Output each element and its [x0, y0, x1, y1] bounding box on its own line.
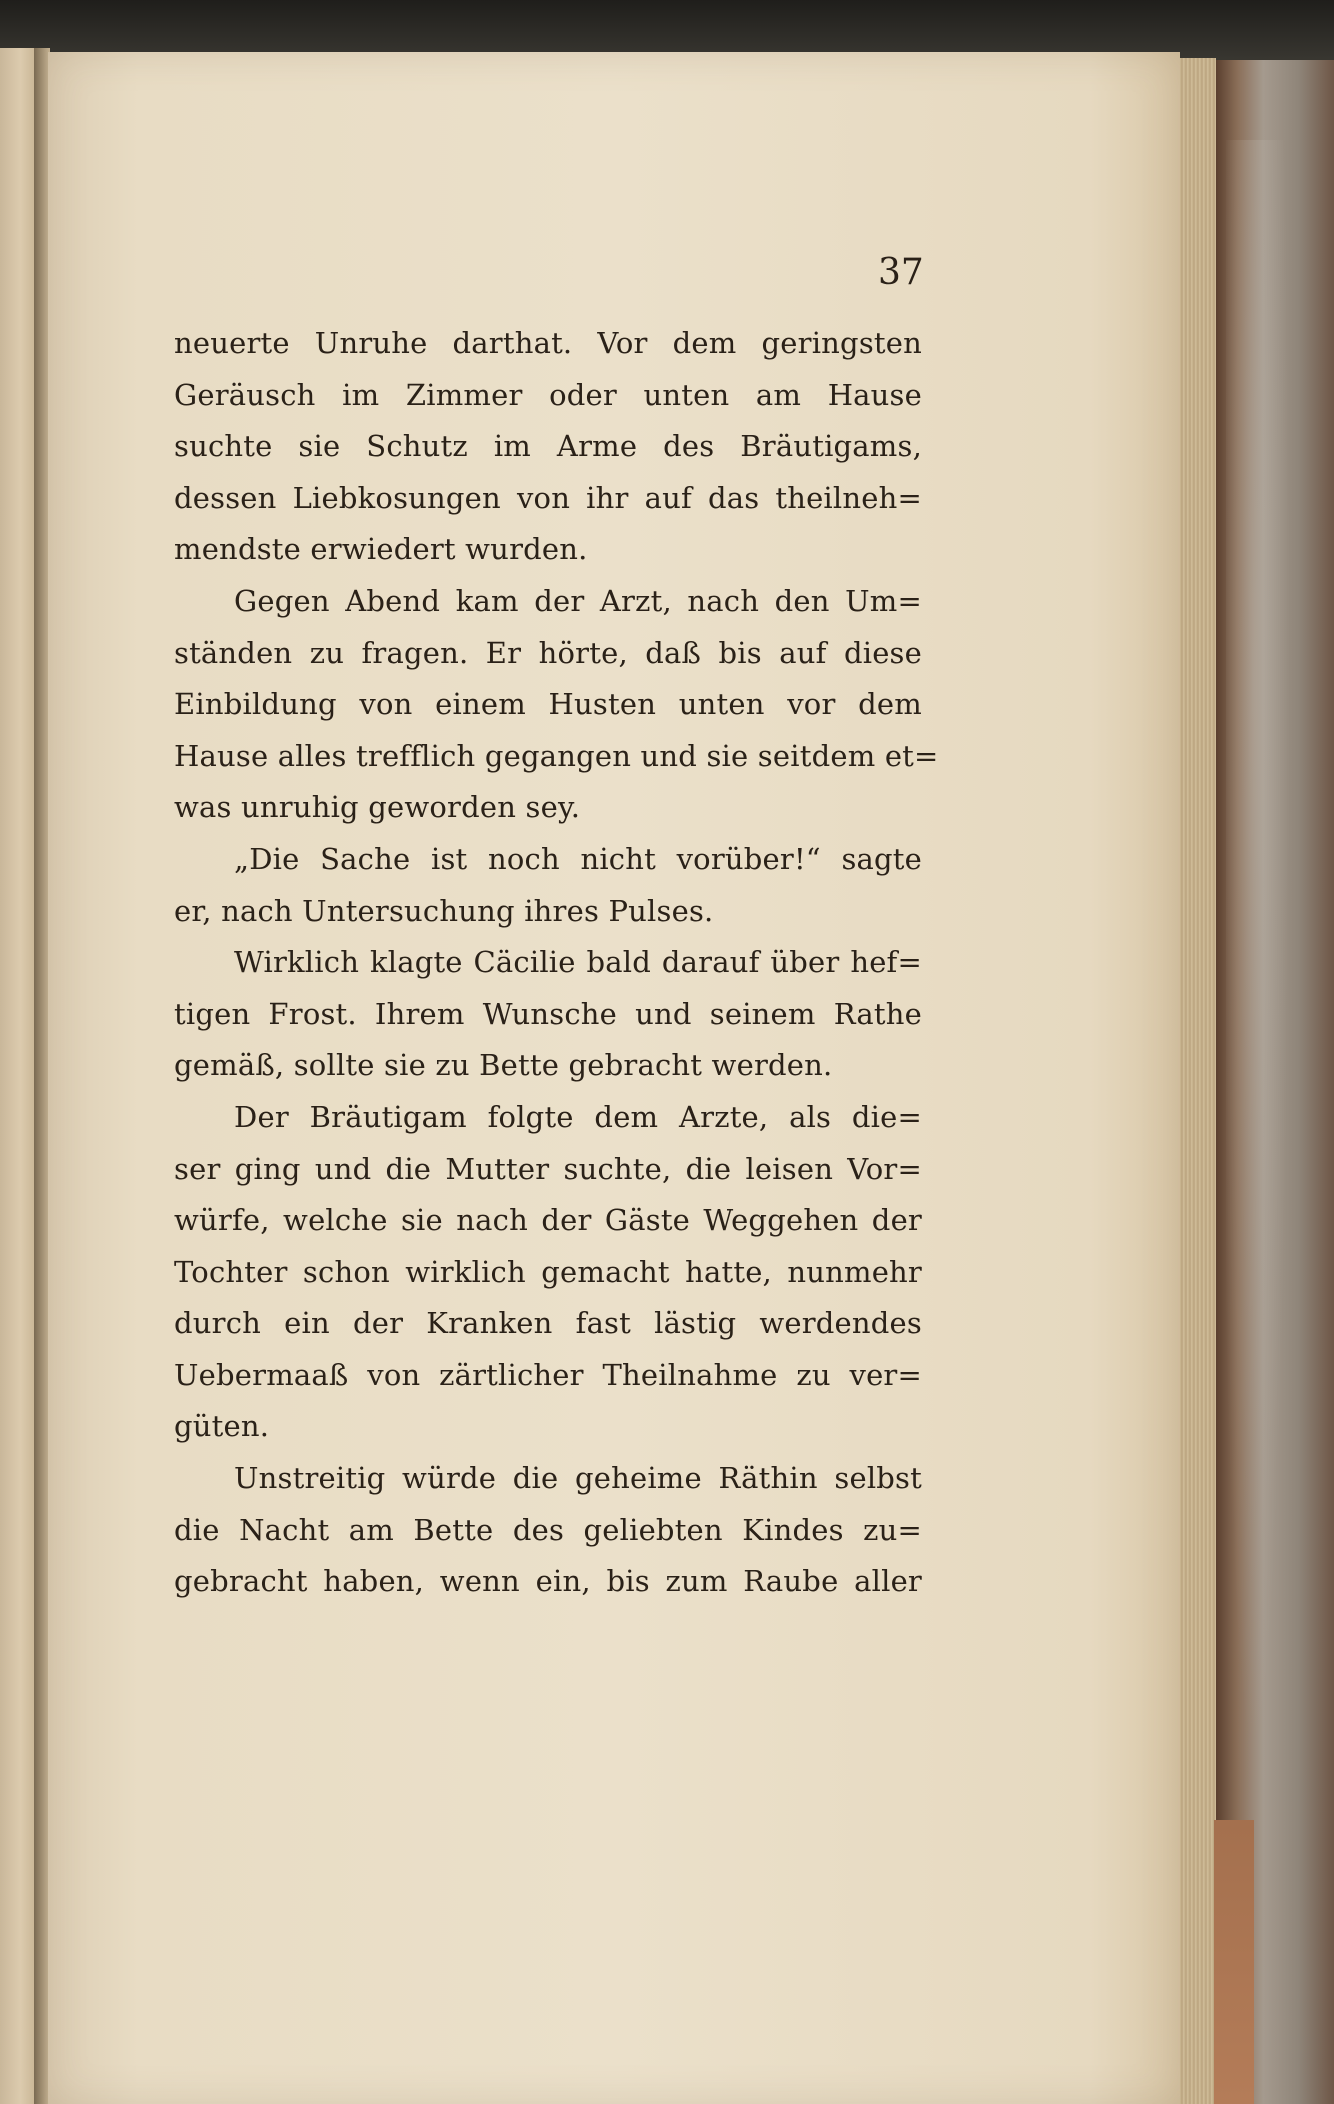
text-line: ständen zu fragen. Er hörte, daß bis auf diese — [174, 635, 922, 670]
cover-wear — [1226, 140, 1296, 1940]
text-line: würfe, welche sie nach der Gäste Weggehen der — [174, 1203, 922, 1238]
text-line: die Nacht am Bette des geliebten Kindes zu= — [174, 1512, 922, 1547]
text-line: Der Bräutigam folgte dem Arzte, als die= — [234, 1099, 922, 1134]
text-line: Tochter schon wirklich gemacht hatte, nunmehr — [174, 1254, 922, 1289]
text-line: güten. — [174, 1409, 270, 1444]
text-line: neuerte Unruhe darthat. Vor dem geringsten — [174, 326, 922, 360]
text-line: gebracht haben, wenn ein, bis zum Raube aller — [174, 1564, 922, 1599]
text-line: Hause alles trefflich gegangen und sie seitdem et= — [174, 738, 939, 773]
page-stack-edges — [1180, 58, 1216, 2104]
facing-page-edge — [0, 48, 36, 2104]
text-line: Gegen Abend kam der Arzt, nach den Um= — [234, 583, 922, 618]
text-line: suchte sie Schutz im Arme des Bräutigams, — [174, 429, 922, 464]
text-line: Wirklich klagte Cäcilie bald darauf über hef= — [234, 945, 922, 980]
cover-corner — [1214, 1820, 1254, 2104]
text-line: was unruhig geworden sey. — [174, 790, 581, 825]
text-line: „Die Sache ist noch nicht vorüber!“ sagte — [234, 841, 922, 876]
page-text — [174, 318, 939, 1608]
text-line: tigen Frost. Ihrem Wunsche und seinem Rathe — [174, 996, 922, 1031]
text-line: Uebermaaß von zärtlicher Theilnahme zu ver= — [174, 1357, 922, 1392]
text-line: Unstreitig würde die geheime Räthin selbst — [234, 1461, 922, 1496]
text-line: er, nach Untersuchung ihres Pulses. — [174, 893, 714, 928]
text-line: durch ein der Kranken fast lästig werdendes — [174, 1306, 922, 1341]
text-line: mendste erwiedert wurden. — [174, 532, 588, 567]
text-line: ser ging und die Mutter suchte, die leisen Vor= — [174, 1151, 922, 1186]
text-line: dessen Liebkosungen von ihr auf das theilneh= — [174, 480, 922, 515]
text-line: Geräusch im Zimmer oder unten am Hause — [174, 377, 922, 412]
text-line: gemäß, sollte sie zu Bette gebracht werden. — [174, 1048, 833, 1083]
text-line: Einbildung von einem Husten unten vor dem — [174, 687, 922, 722]
page-number: 37 — [878, 252, 924, 293]
